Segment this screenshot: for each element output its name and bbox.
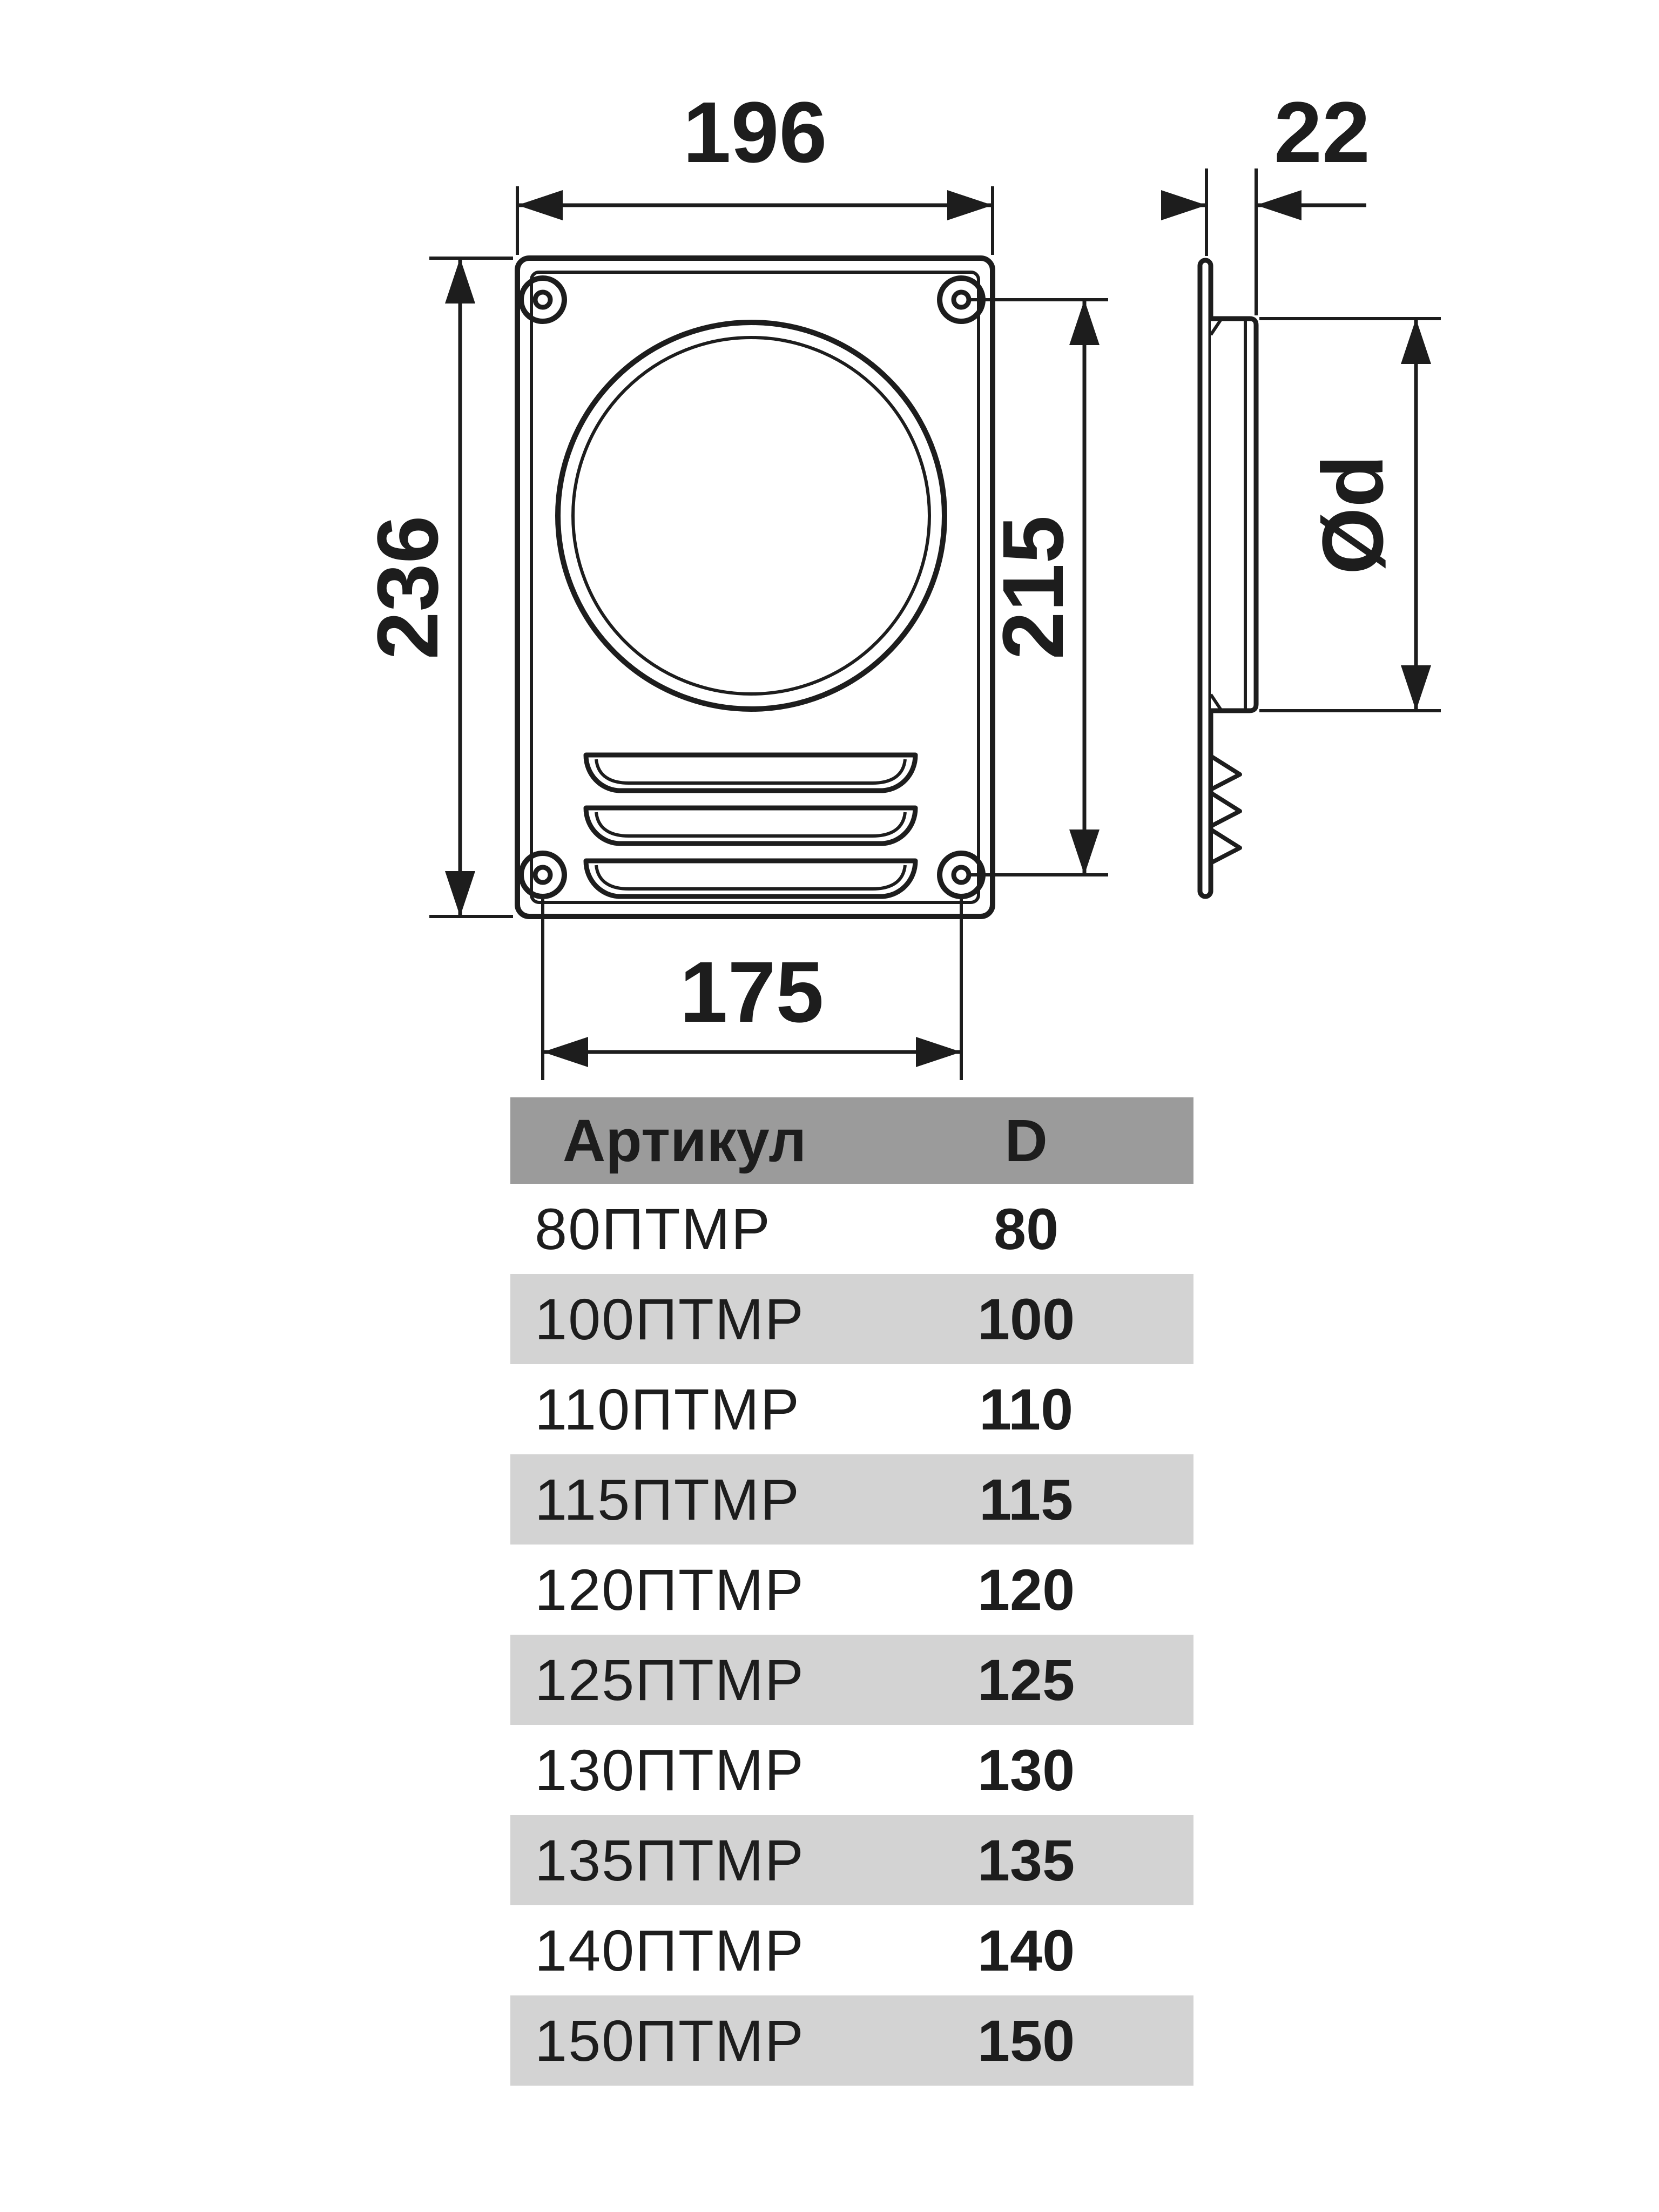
dim-label-diameter: Ød [1304, 454, 1401, 575]
table-row [510, 1995, 1193, 2086]
article-cell: 100ПТМР [535, 1286, 805, 1352]
technical-drawing [0, 0, 1659, 1085]
dim-label-196: 196 [683, 84, 827, 180]
article-cell: 150ПТМР [535, 2008, 805, 2073]
d-cell: 100 [977, 1286, 1075, 1352]
dimension-height-236 [359, 258, 513, 916]
table-row [510, 1725, 1193, 1815]
table-row [510, 1184, 1193, 1274]
d-cell: 80 [994, 1196, 1059, 1262]
d-cell: 140 [977, 1918, 1075, 1983]
dim-label-175: 175 [679, 943, 824, 1040]
front-view [517, 258, 993, 916]
side-louver-teeth [1211, 756, 1240, 863]
article-cell: 140ПТМР [535, 1918, 805, 1983]
dimension-depth-22 [1161, 84, 1370, 315]
table-row [510, 1905, 1193, 1995]
d-cell: 130 [977, 1737, 1075, 1803]
d-cell: 150 [977, 2008, 1075, 2073]
article-cell: 80ПТМР [535, 1196, 771, 1262]
table-row [510, 1545, 1193, 1635]
table-header-d-label: D [1004, 1107, 1048, 1174]
d-cell: 115 [979, 1467, 1074, 1532]
table-header-article-label: Артикул [562, 1107, 807, 1174]
table-row [510, 1635, 1193, 1725]
table-row [510, 1274, 1193, 1364]
dimension-diameter-od [1259, 319, 1441, 711]
dim-label-215: 215 [984, 515, 1081, 660]
dim-label-236: 236 [359, 515, 456, 660]
article-cell: 125ПТМР [535, 1647, 805, 1712]
article-cell: 120ПТМР [535, 1557, 805, 1622]
d-cell: 135 [977, 1827, 1075, 1893]
d-cell: 125 [977, 1647, 1075, 1712]
table-row [510, 1815, 1193, 1905]
dimension-hole-span-175 [543, 899, 961, 1080]
table-row [510, 1454, 1193, 1545]
article-cell: 115ПТМР [535, 1467, 800, 1532]
side-collar [1211, 319, 1256, 711]
table-header-article [510, 1107, 859, 1175]
dimension-width-196 [517, 84, 993, 255]
side-view [1200, 260, 1256, 896]
table-row [510, 1364, 1193, 1454]
louver-slots [586, 755, 915, 896]
spec-table [510, 1097, 1193, 2086]
table-body [510, 1184, 1193, 2086]
article-cell: 130ПТМР [535, 1737, 805, 1803]
dim-label-22: 22 [1274, 84, 1370, 180]
table-header-row [510, 1097, 1193, 1184]
table-header-d [859, 1107, 1193, 1175]
article-cell: 135ПТМР [535, 1827, 805, 1893]
article-cell: 110ПТМР [535, 1377, 800, 1442]
d-cell: 110 [979, 1377, 1074, 1442]
d-cell: 120 [977, 1557, 1075, 1622]
